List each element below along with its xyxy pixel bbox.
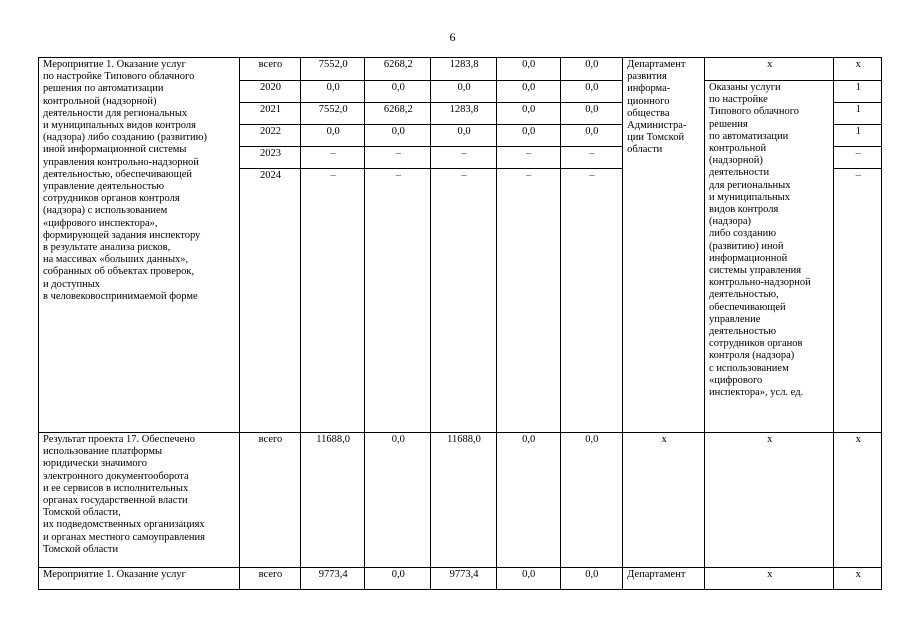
value-cell: 0,0: [560, 103, 623, 125]
value-cell: 6268,2: [365, 103, 431, 125]
value-cell: 11688,0: [431, 433, 497, 568]
year-cell: 2024: [240, 169, 301, 433]
value-cell: 11688,0: [300, 433, 365, 568]
activity-name-cell: Мероприятие 1. Оказание услуг по настройке Типового облачного решения по автоматизации контрольной (надзорной) деятельности для региональных и муниципальных видов контроля (надзора) либо созданию (развитию) иной информационной системы управления контрольно-надзорной деятельностью, обеспечивающей управление деятельностью сотрудников органов контроля (надзора) с использованием «цифрового инспектора», формирующей задания инспектору в результате анализа рисков, на массивах «больших данных», собранных об объектах проверок, и доступных в человековоспринимаемой форме: [39, 58, 240, 433]
value-cell: 9773,4: [300, 568, 365, 590]
indicator-value-cell: 1: [834, 81, 882, 103]
value-cell: 0,0: [300, 125, 365, 147]
value-cell: –: [365, 169, 431, 433]
value-cell: 0,0: [365, 125, 431, 147]
value-cell: 0,0: [300, 81, 365, 103]
value-cell: 0,0: [365, 568, 431, 590]
indicator-value-cell: 1: [834, 125, 882, 147]
value-cell: 7552,0: [300, 103, 365, 125]
value-cell: 1283,8: [431, 103, 497, 125]
indicator-cell: х: [705, 433, 834, 568]
value-cell: –: [560, 169, 623, 433]
value-cell: –: [300, 147, 365, 169]
value-cell: –: [431, 147, 497, 169]
table-row: [39, 568, 882, 590]
program-table: [38, 57, 882, 590]
indicator-value-cell: –: [834, 147, 882, 169]
value-cell: 0,0: [560, 433, 623, 568]
value-cell: –: [496, 169, 560, 433]
indicator-value-cell: 1: [834, 103, 882, 125]
year-cell: 2021: [240, 103, 301, 125]
indicator-value-cell: х: [834, 568, 882, 590]
value-cell: 0,0: [560, 81, 623, 103]
value-cell: 0,0: [496, 125, 560, 147]
table-row: [39, 58, 882, 81]
activity-name-cell: Мероприятие 1. Оказание услуг: [39, 568, 240, 590]
executor-cell: Департамент развития информа- ционного общества Администра- ции Томской области: [623, 58, 705, 433]
indicator-cell: х: [705, 58, 834, 81]
value-cell: –: [496, 147, 560, 169]
indicator-value-cell: х: [834, 433, 882, 568]
year-cell: всего: [240, 433, 301, 568]
value-cell: 0,0: [496, 433, 560, 568]
value-cell: 0,0: [560, 125, 623, 147]
executor-cell: х: [623, 433, 705, 568]
year-cell: 2022: [240, 125, 301, 147]
indicator-cell: х: [705, 568, 834, 590]
value-cell: 7552,0: [300, 58, 365, 81]
value-cell: 0,0: [365, 81, 431, 103]
indicator-description-cell: Оказаны услуги по настройке Типового облачного решения по автоматизации контрольной (надзорной) деятельности для региональных и муниципальных видов контроля (надзора) либо созданию (развитию) иной информационной системы управления контрольно-надзорной деятельностью, обеспечивающей управление деятельностью сотрудников органов контроля (надзора) с использованием «цифрового инспектора», усл. ед.: [705, 81, 834, 433]
value-cell: 0,0: [431, 81, 497, 103]
indicator-value-cell: х: [834, 58, 882, 81]
value-cell: 0,0: [560, 568, 623, 590]
value-cell: 0,0: [496, 103, 560, 125]
year-cell: всего: [240, 58, 301, 81]
value-cell: 9773,4: [431, 568, 497, 590]
value-cell: 0,0: [431, 125, 497, 147]
value-cell: 6268,2: [365, 58, 431, 81]
value-cell: 0,0: [496, 568, 560, 590]
year-cell: всего: [240, 568, 301, 590]
year-cell: 2023: [240, 147, 301, 169]
result-name-cell: Результат проекта 17. Обеспечено использование платформы юридически значимого электронного документооборота и ее сервисов в исполнительных органах государственной власти Томской области, их подведомственных организациях и органах местного самоуправления Томской области: [39, 433, 240, 568]
value-cell: –: [560, 147, 623, 169]
value-cell: 0,0: [560, 58, 623, 81]
table-row: [39, 433, 882, 568]
indicator-value-cell: –: [834, 169, 882, 433]
value-cell: –: [431, 169, 497, 433]
value-cell: –: [300, 169, 365, 433]
executor-cell: Департамент: [623, 568, 705, 590]
value-cell: 1283,8: [431, 58, 497, 81]
value-cell: 0,0: [365, 433, 431, 568]
year-cell: 2020: [240, 81, 301, 103]
page-number: 6: [449, 30, 456, 44]
value-cell: 0,0: [496, 58, 560, 81]
value-cell: 0,0: [496, 81, 560, 103]
value-cell: –: [365, 147, 431, 169]
